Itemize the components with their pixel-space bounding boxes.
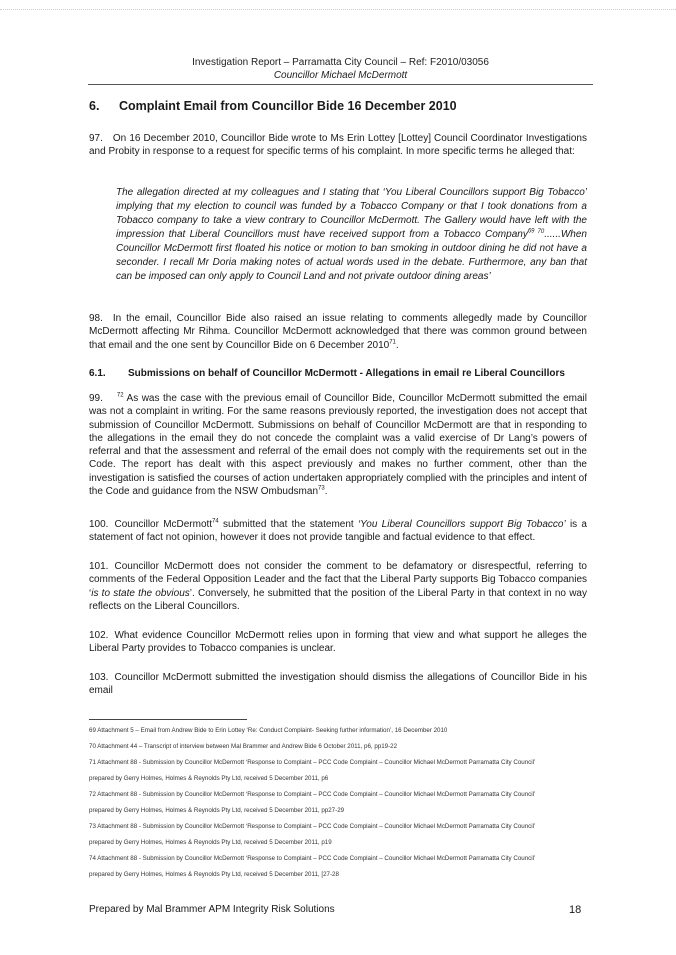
- footnote-ref-72: 72: [116, 392, 124, 399]
- subsection-title: Submissions on behalf of Councillor McDermott - Allegations in email re Liberal Councillors: [128, 368, 565, 379]
- paragraph-number: 103.: [89, 672, 109, 683]
- paragraph-text: On 16 December 2010, Councillor Bide wrote to Ms Erin Lottey [Lottey] Council Coordinator Investigations and Probity in response to a request for specific terms of his complaint. In more specific terms he alleged that:: [89, 133, 587, 158]
- footnote-73-cont: prepared by Gerry Holmes, Holmes & Reynolds Pty Ltd, received 5 December 2011, p19: [89, 839, 332, 846]
- header-rule: [88, 84, 593, 85]
- quoted-phrase: is to state the obvious: [91, 587, 190, 599]
- paragraph-text-end: ’. Conversely, he submitted that the position of the Liberal Party in that context in no way reflects on the Liberal Councillors.: [89, 587, 587, 612]
- quote-text-part2: ......When Councillor McDermott first floated his notice or motion to ban smoking in outdoor dining he did not have a seconder. I recall Mr Doria making notes of actual words used in the debate. Furthermore, any ban that can be imposed can only apply to Council Land and not private outdoor dining areas’: [116, 229, 587, 282]
- footnote-72: 72 Attachment 88 - Submission by Councillor McDermott ‘Response to Complaint – PCC Code Complaint – Councillor Michael McDermott Parramatta City Council’: [89, 791, 536, 798]
- paragraph-99: [89, 392, 587, 498]
- page-footer: Prepared by Mal Brammer APM Integrity Risk Solutions: [89, 904, 335, 915]
- footnote-69: 69 Attachment 5 – Email from Andrew Bide to Erin Lottey ‘Re: Conduct Complaint- Seeking further information’, 16 December 2010: [89, 727, 448, 734]
- page-number: 18: [569, 904, 582, 916]
- paragraph-103: [89, 671, 587, 698]
- subsection-number: 6.1.: [89, 368, 106, 379]
- footnote-74-cont: prepared by Gerry Holmes, Holmes & Reynolds Pty Ltd, received 5 December 2011, [27-28: [89, 871, 339, 878]
- paragraph-number: 101.: [89, 561, 109, 572]
- paragraph-text: What evidence Councillor McDermott relies upon in forming that view and what support he alleges the Liberal Party provides to Tobacco companies is unclear.: [89, 630, 587, 655]
- footnote-71: 71 Attachment 88 - Submission by Councillor McDermott ‘Response to Complaint – PCC Code Complaint – Councillor Michael McDermott Parramatta City Council’: [89, 759, 536, 766]
- quote-text-part1: The allegation directed at my colleagues and I stating that ‘You Liberal Councillors support Big Tobacco’ implying that my election to council was funded by a Tobacco Company or that I took donations from a Tobacco company to take a view contrary to Councillor McDermott. The Gallery would have left with the impression that Liberal Councillors must have received support from a Tobacco Company: [116, 187, 587, 240]
- footnote-70: 70 Attachment 44 – Transcript of interview between Mal Brammer and Andrew Bide 6 October 2011, p6, pp19-22: [89, 743, 398, 750]
- paragraph-text: Councillor McDermott: [114, 519, 213, 530]
- section-number: 6.: [89, 99, 100, 113]
- paragraph-number: 98.: [89, 313, 103, 324]
- paragraph-text: In the email, Councillor Bide also raised an issue relating to comments allegedly made by Councillor McDermott affecting Mr Rihma. Councillor McDermott acknowledged that there was common ground between that email and the one sent by Councillor Bide on 6 December 2010: [89, 313, 587, 351]
- paragraph-100: [89, 518, 587, 545]
- paragraph-102: [89, 629, 587, 656]
- quoted-statement: ‘You Liberal Councillors support Big Tobacco’: [357, 519, 566, 530]
- paragraph-text-end: is a statement of fact not opinion, however it does not provide tangible and factual evidence to that effect.: [89, 519, 587, 544]
- section-title: Complaint Email from Councillor Bide 16 December 2010: [119, 99, 457, 113]
- footnote-ref-69: 69: [527, 228, 535, 235]
- footnote-ref-71: 71: [389, 339, 396, 346]
- paragraph-text: As was the case with the previous email of Councillor Bide, Councillor McDermott submitted the email was not a complaint in writing. For the same reasons previously reported, the investigation does not accept that submission of Councillor McDermott. Submissions on behalf of Councillor McDermott are that in responding to the allegations in the email they do not concede the complaint was a valid exercise of Dr Lang’s powers of referral and that the assessment and referral of the email does not comply with the requirements set out in the Code. The report has dealt with this aspect previously and makes no further comment, other than the investigation is satisfied the courses of action undertaken appropriately complied with the principles and intent of the Code and guidance from the NSW Ombudsman: [89, 393, 587, 498]
- footnote-ref-73: 73: [318, 485, 325, 492]
- paragraph-98: [89, 312, 587, 352]
- paragraph-number: 102.: [89, 630, 109, 641]
- section-heading: [89, 99, 457, 113]
- paragraph-text: Councillor McDermott submitted the investigation should dismiss the allegations of Councillor Bide in his email: [89, 672, 587, 697]
- paragraph-number: 99.: [89, 393, 103, 404]
- footnote-74: 74 Attachment 88 - Submission by Councillor McDermott ‘Response to Complaint – PCC Code Complaint – Councillor Michael McDermott Parramatta City Council’: [89, 855, 536, 862]
- subsection-heading: [89, 368, 565, 379]
- running-header-title: Investigation Report – Parramatta City Council – Ref: F2010/03056: [192, 57, 489, 68]
- paragraph-text-cont: submitted that the statement: [218, 519, 358, 530]
- paragraph-end: .: [395, 339, 399, 351]
- footnote-72-cont: prepared by Gerry Holmes, Holmes & Reynolds Pty Ltd, received 5 December 2011, pp27-29: [89, 807, 345, 814]
- footnote-73: 73 Attachment 88 - Submission by Councillor McDermott ‘Response to Complaint – PCC Code Complaint – Councillor Michael McDermott Parramatta City Council’: [89, 823, 536, 830]
- top-dotted-rule: [0, 9, 676, 10]
- paragraph-101: [89, 560, 587, 613]
- running-header-subject: Councillor Michael McDermott: [273, 70, 408, 81]
- footnote-ref-70: 70: [537, 228, 545, 235]
- footnote-separator: [89, 719, 247, 720]
- block-quote: [116, 186, 587, 284]
- footnote-ref-74: 74: [212, 518, 219, 525]
- paragraph-number: 100.: [89, 519, 109, 530]
- paragraph-number: 97.: [89, 133, 103, 144]
- footnote-71-cont: prepared by Gerry Holmes, Holmes & Reynolds Pty Ltd, received 5 December 2011, p6: [89, 775, 329, 782]
- paragraph-text: Councillor McDermott does not consider the comment to be defamatory or disrespectful, referring to comments of the Federal Opposition Leader and the fact that the Liberal Party supports Big Tobacco companies ‘: [89, 561, 587, 599]
- paragraph-end: .: [324, 486, 328, 498]
- paragraph-97: [89, 132, 587, 159]
